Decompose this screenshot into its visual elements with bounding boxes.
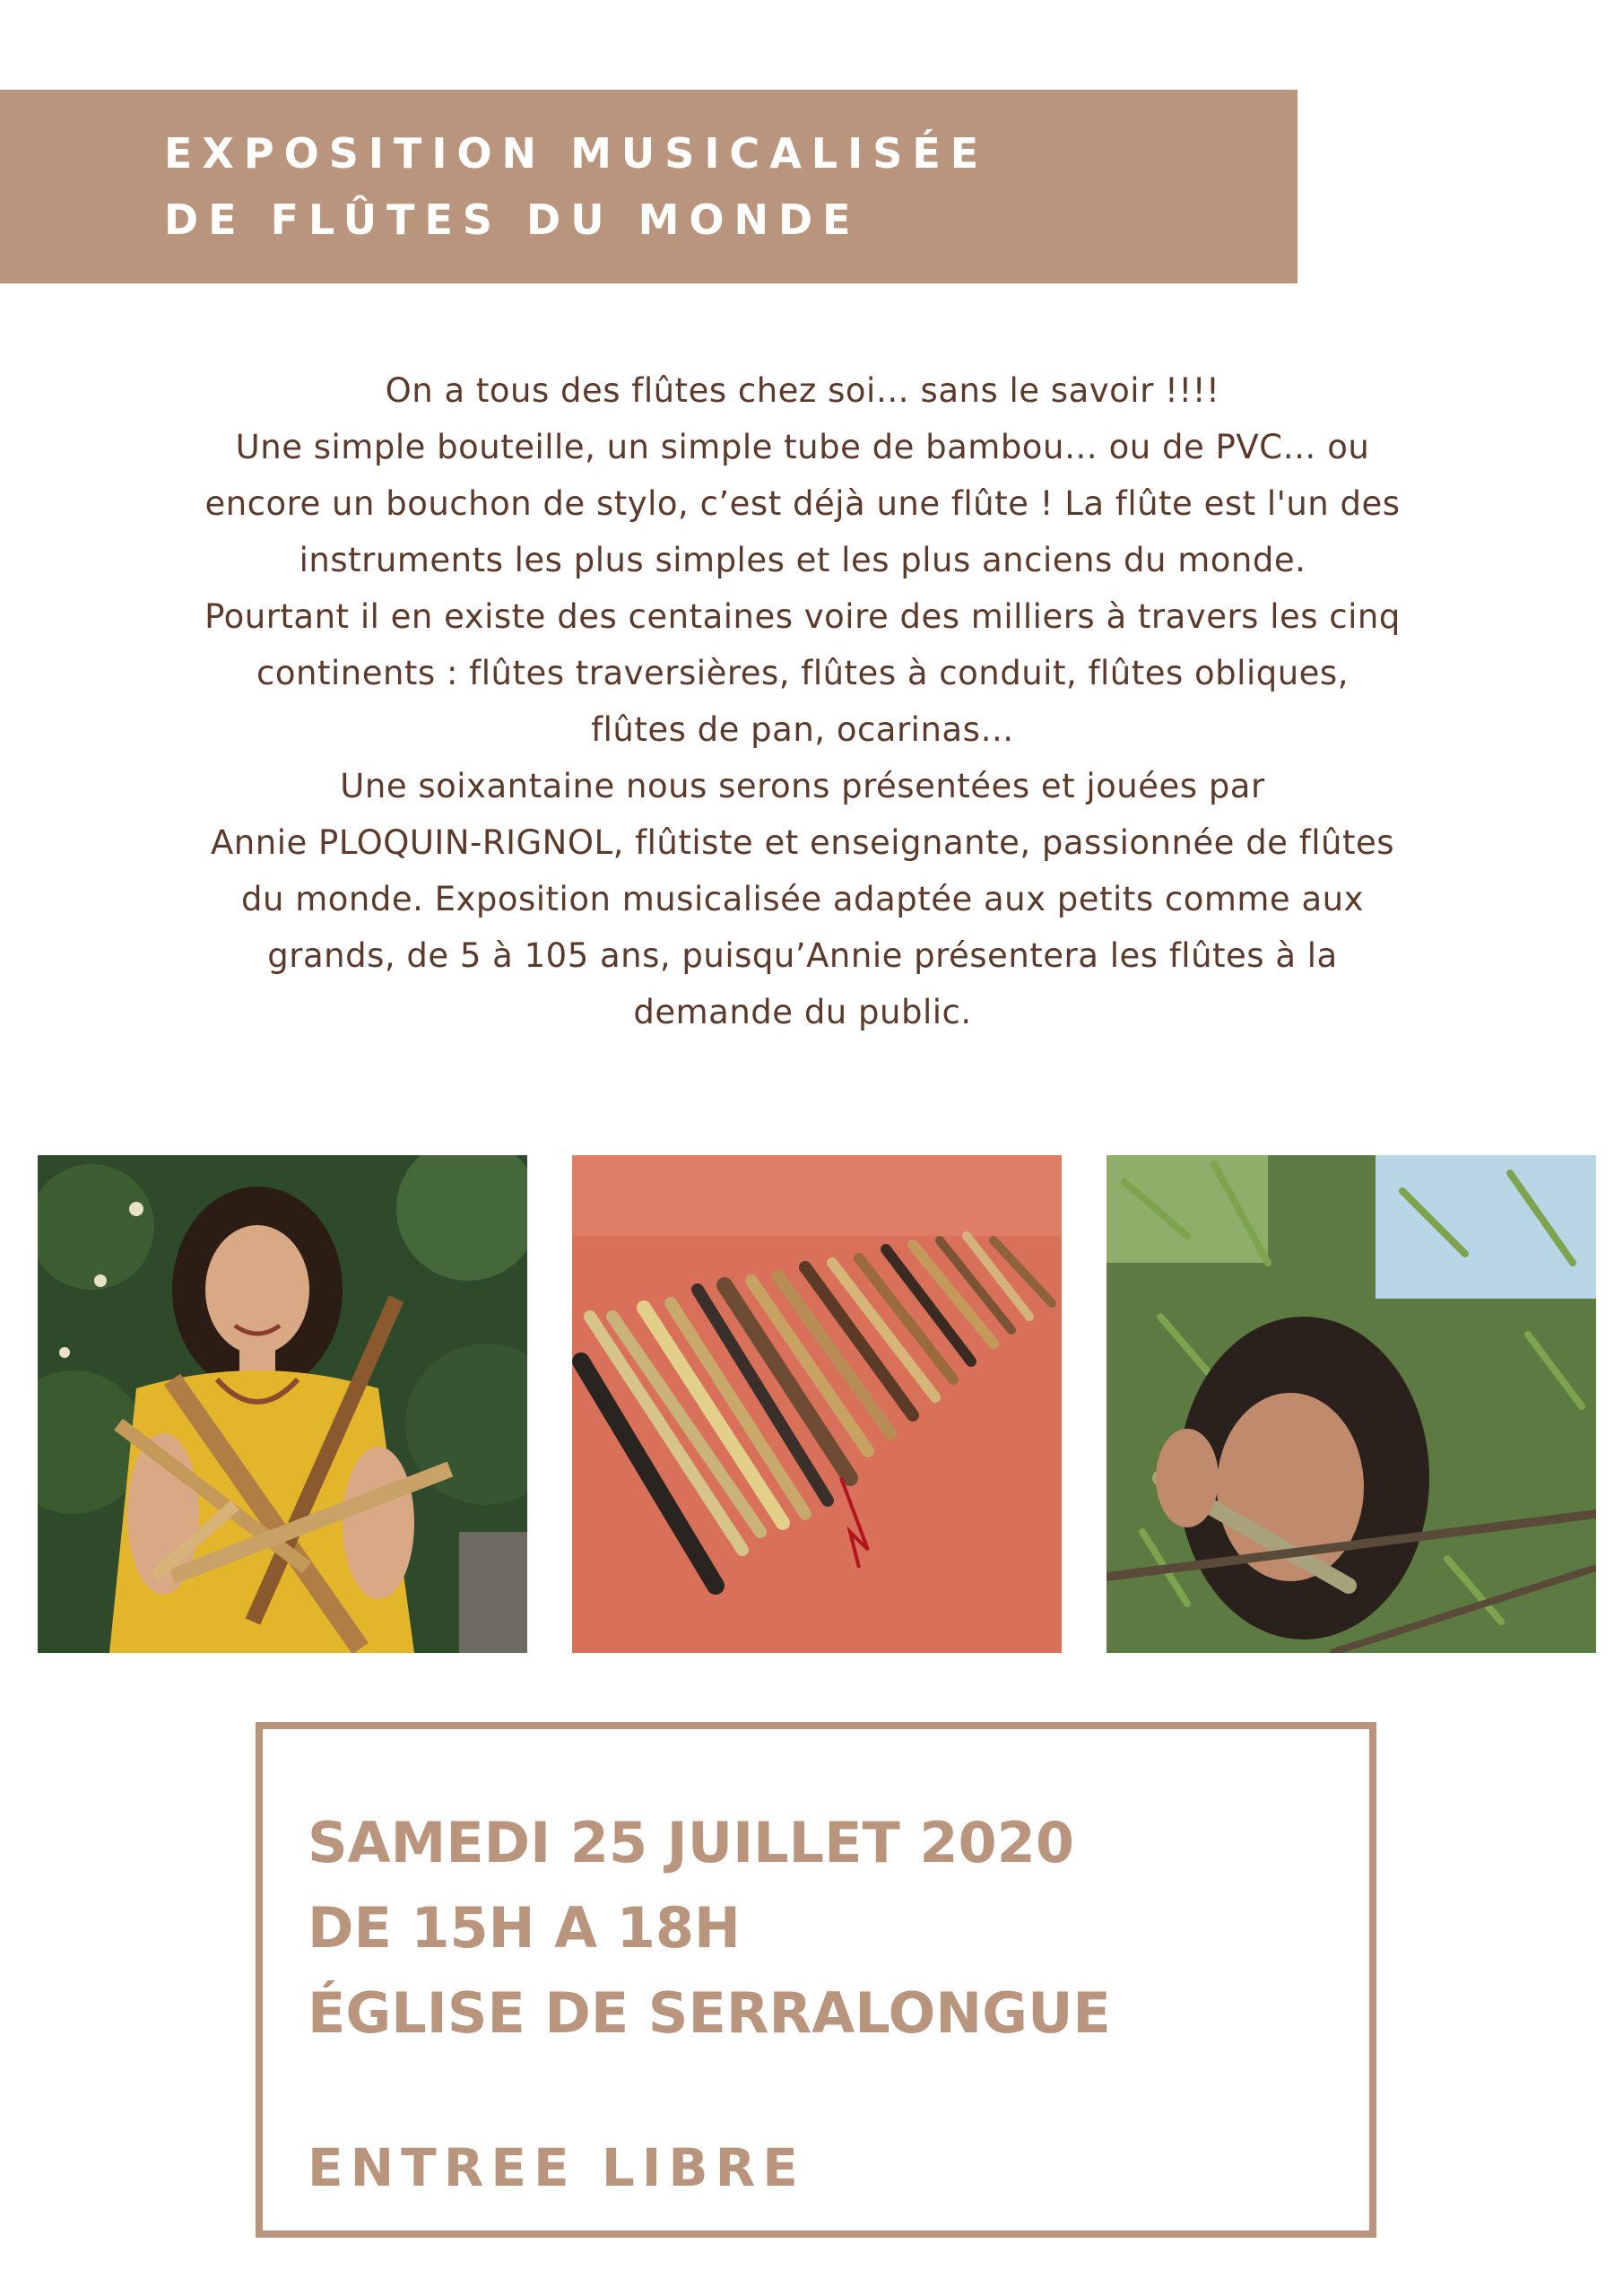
photo-flutist-playing — [1107, 1155, 1596, 1653]
intro-line: encore un bouchon de stylo, c’est déjà une flûte ! La flûte est l'un des — [204, 484, 1401, 523]
intro-line: Annie PLOQUIN-RIGNOL, flûtiste et enseignante, passionnée de flûtes — [210, 823, 1395, 862]
intro-line: demande du public. — [633, 993, 972, 1031]
title-line-1: EXPOSITION MUSICALISÉE — [164, 129, 989, 178]
photo-flutist-holding-flutes — [38, 1155, 527, 1653]
intro-line: Une soixantaine nous serons présentées et jouées par — [340, 767, 1265, 805]
event-entry: ENTREE LIBRE — [308, 2137, 805, 2198]
event-info-box — [256, 1722, 1376, 2238]
intro-text — [135, 362, 1471, 1040]
photo-flute-collection — [572, 1155, 1062, 1653]
title-banner — [0, 90, 1298, 283]
intro-line: flûtes de pan, ocarinas… — [591, 710, 1014, 749]
event-time: DE 15H A 18H — [308, 1895, 741, 1961]
intro-line: Une simple bouteille, un simple tube de bambou… ou de PVC… ou — [235, 428, 1370, 466]
intro-line: continents : flûtes traversières, flûtes à conduit, flûtes obliques, — [256, 654, 1349, 692]
intro-line: du monde. Exposition musicalisée adaptée aux petits comme aux — [241, 880, 1364, 918]
event-date: SAMEDI 25 JUILLET 2020 — [308, 1810, 1074, 1875]
title-line-2: DE FLÛTES DU MONDE — [164, 196, 861, 244]
intro-line: instruments les plus simples et les plus anciens du monde. — [299, 541, 1306, 579]
event-place: ÉGLISE DE SERRALONGUE — [308, 1980, 1111, 2046]
intro-line: On a tous des flûtes chez soi… sans le savoir !!!! — [385, 371, 1220, 410]
intro-line: Pourtant il en existe des centaines voire des milliers à travers les cinq — [204, 597, 1401, 636]
intro-line: grands, de 5 à 105 ans, puisqu’Annie présentera les flûtes à la — [267, 936, 1338, 975]
